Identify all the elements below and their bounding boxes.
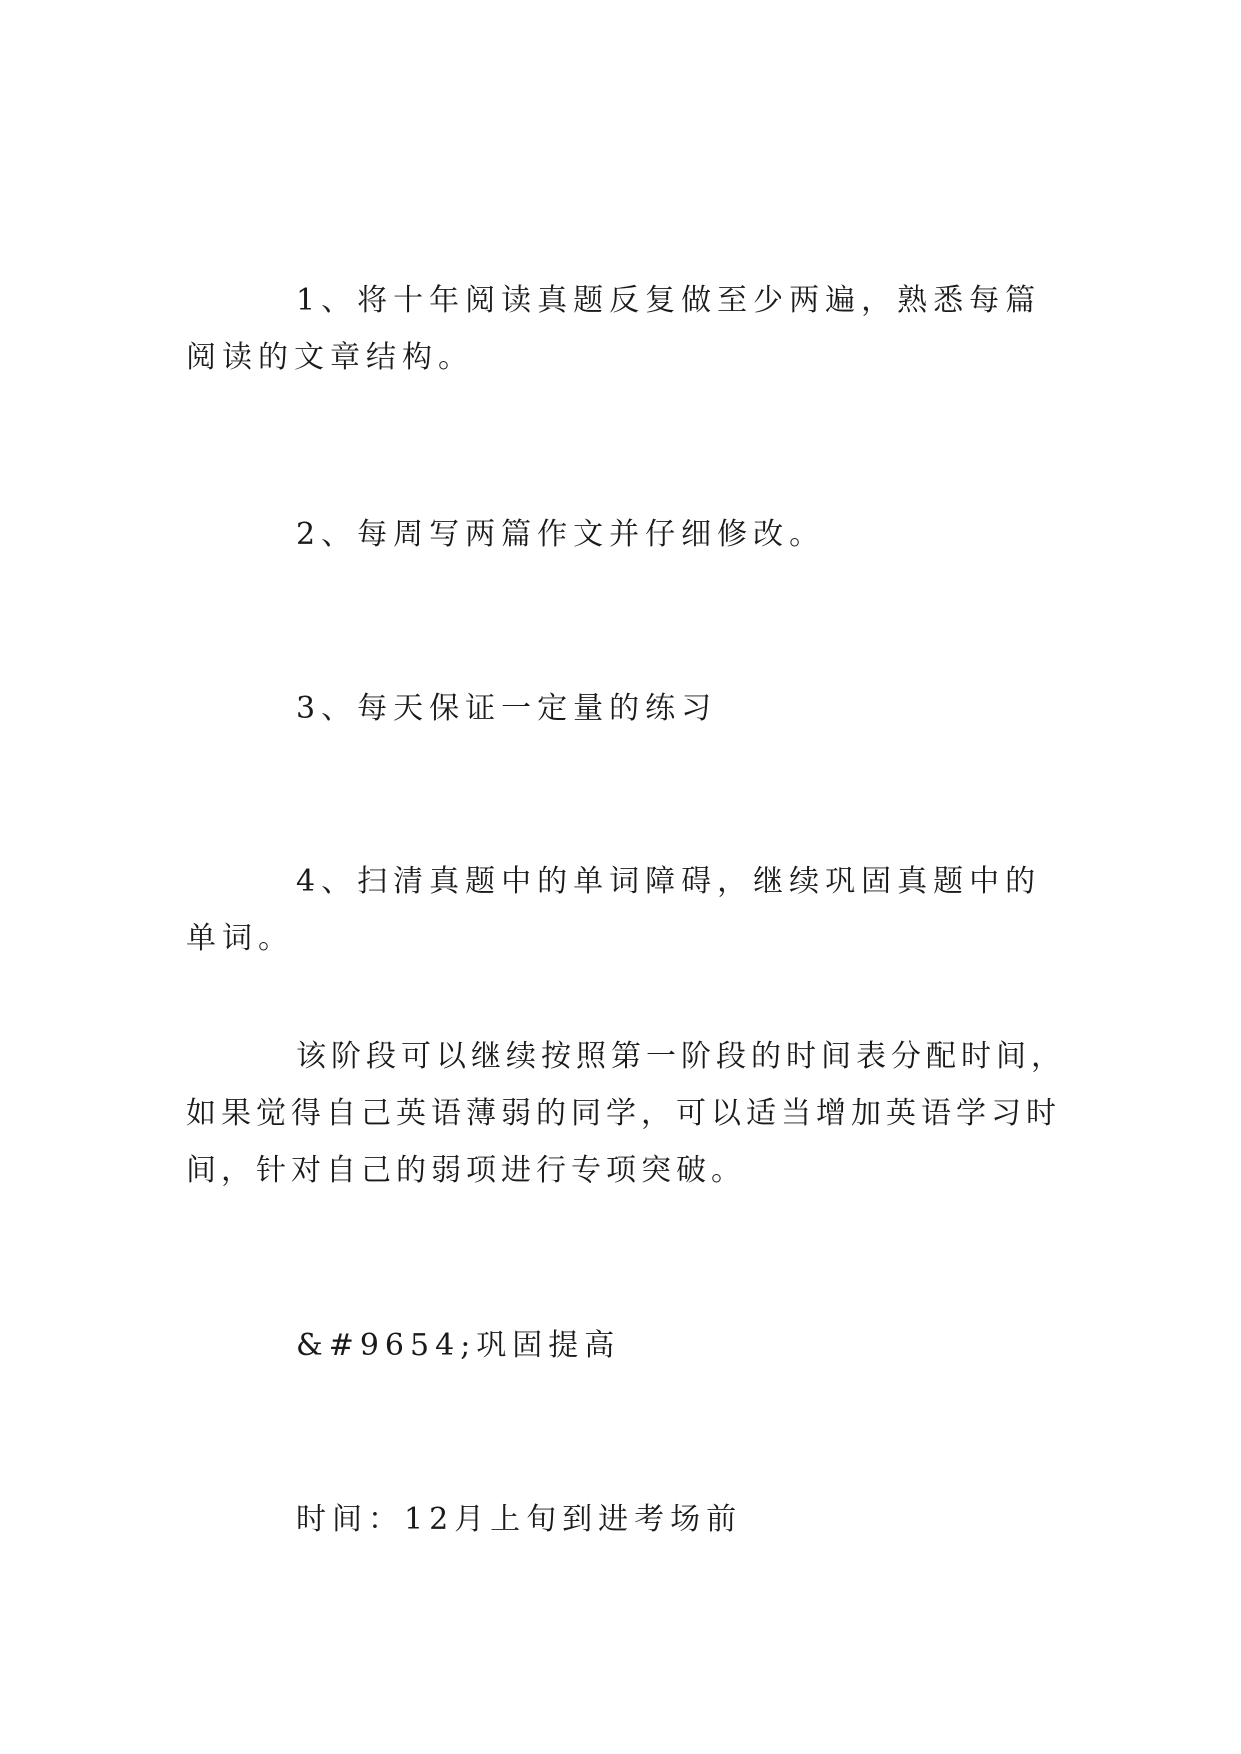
paragraph-item-2: 2、每周写两篇作文并仔细修改。 <box>296 517 826 552</box>
paragraph-stage-note: 该阶段可以继续按照第一阶段的时间表分配时间，如果觉得自己英语薄弱的同学，可以适当增加英语学习时间，针对自己的弱项进行专项突破。 <box>186 1039 1066 1188</box>
paragraph-item-4: 4、扫清真题中的单词障碍，继续巩固真题中的单词。 <box>186 864 1042 956</box>
paragraph-item-3: 3、每天保证一定量的练习 <box>296 691 718 726</box>
section-heading-consolidate: &#9654;巩固提高 <box>296 1328 621 1363</box>
paragraph-time: 时间：12月上旬到进考场前 <box>296 1502 743 1537</box>
paragraph-item-1: 1、将十年阅读真题反复做至少两遍，熟悉每篇阅读的文章结构。 <box>186 283 1042 375</box>
